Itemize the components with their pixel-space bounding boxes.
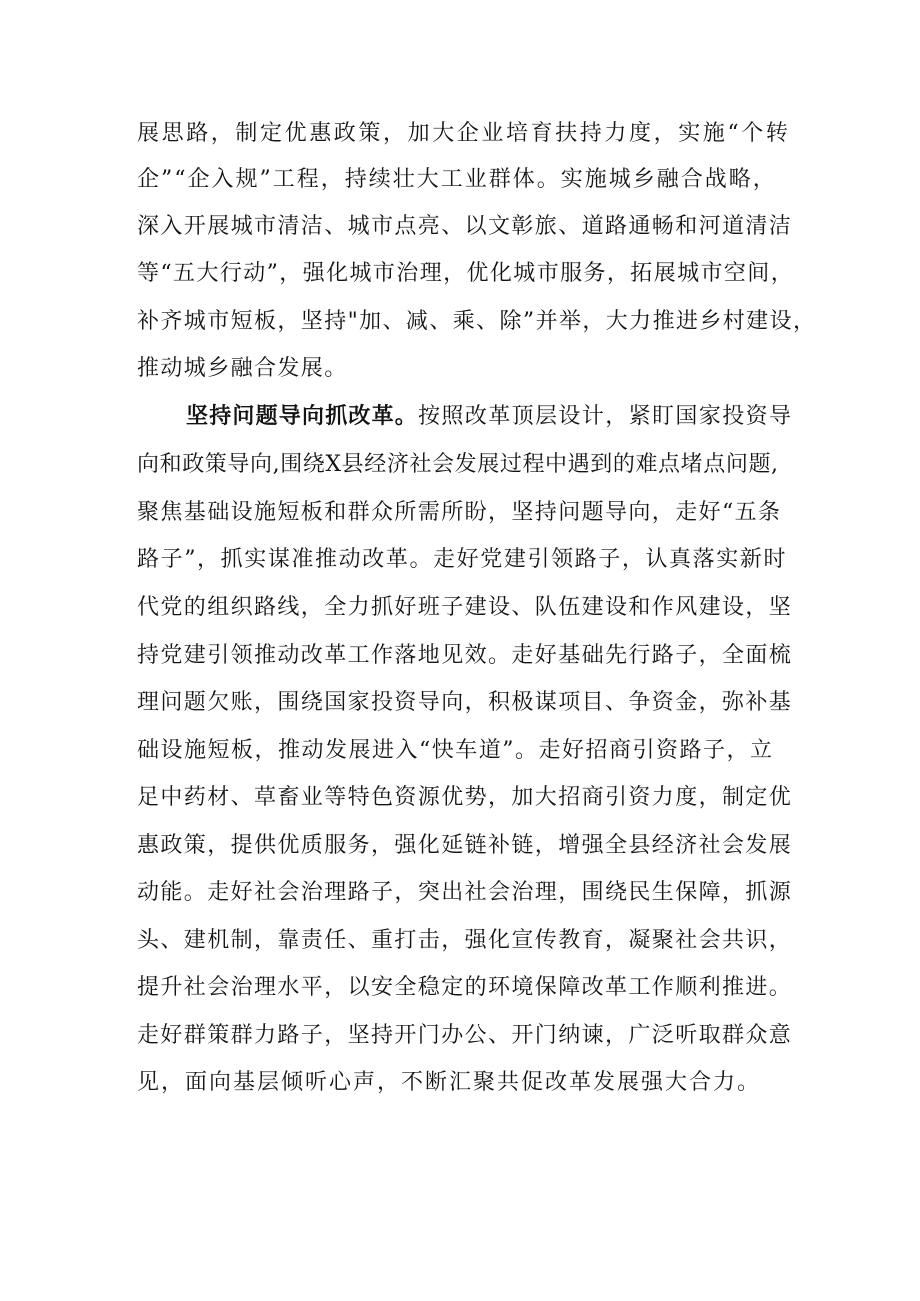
text-line: 动能。走好社会治理路子，突出社会治理，围绕民生保障，抓源 <box>137 880 793 905</box>
paragraph-first-line <box>186 402 792 432</box>
text-line: 聚焦基础设施短板和群众所需所盼，坚持问题导向，走好“五条 <box>137 500 782 525</box>
paragraph-heading: 坚持问题导向抓改革。 <box>186 404 419 429</box>
text-line: 补齐城市短板，坚持"加、减、乘、除”并举，大力推进乡村建设， <box>137 309 817 334</box>
text-line: 足中药材、草畜业等特色资源优势，加大招商引资力度，制定优 <box>137 785 793 810</box>
text-line: 持党建引领推动改革工作落地见效。走好基础先行路子，全面梳 <box>137 643 793 668</box>
text-line: 走好群策群力路子，坚持开门办公、开门纳谏，广泛听取群众意 <box>137 1023 793 1048</box>
text-line: 头、建机制，靠责任、重打击，强化宣传教育，凝聚社会共识， <box>137 928 793 953</box>
text-line-rest: 按照改革顶层设计，紧盯国家投资导 <box>418 404 793 429</box>
text-line: 深入开展城市清洁、城市点亮、以文彰旅、道路通畅和河道清洁 <box>137 214 793 239</box>
text-line: 向和政策导向,围绕X县经济社会发展过程中遇到的难点堵点问题, <box>137 452 779 477</box>
text-line: 见，面向基层倾听心声，不断汇聚共促改革发展强大合力。 <box>137 1070 762 1095</box>
text-line: 企”“企入规”工程，持续壮大工业群体。实施城乡融合战略， <box>137 167 777 192</box>
text-line: 代党的组织路线，全力抓好班子建设、队伍建设和作风建设，坚 <box>137 595 793 620</box>
text-line: 展思路，制定优惠政策，加大企业培育扶持力度，实施“个转 <box>137 121 791 146</box>
text-line: 础设施短板，推动发展进入“快车道”。走好招商引资路子，立 <box>137 738 774 763</box>
text-line: 提升社会治理水平，以安全稳定的环境保障改革工作顺利推进。 <box>137 975 793 1000</box>
text-line: 理问题欠账，围绕国家投资导向，积极谋项目、争资金，弥补基 <box>137 690 793 715</box>
text-line: 推动城乡融合发展。 <box>137 356 348 381</box>
text-line: 等“五大行动”，强化城市治理，优化城市服务，拓展城市空间， <box>137 261 795 286</box>
text-line: 惠政策，提供优质服务，强化延链补链，增强全县经济社会发展 <box>137 833 793 858</box>
text-line: 路子”，抓实谋准推动改革。走好党建引领路子，认真落实新时 <box>137 547 788 572</box>
